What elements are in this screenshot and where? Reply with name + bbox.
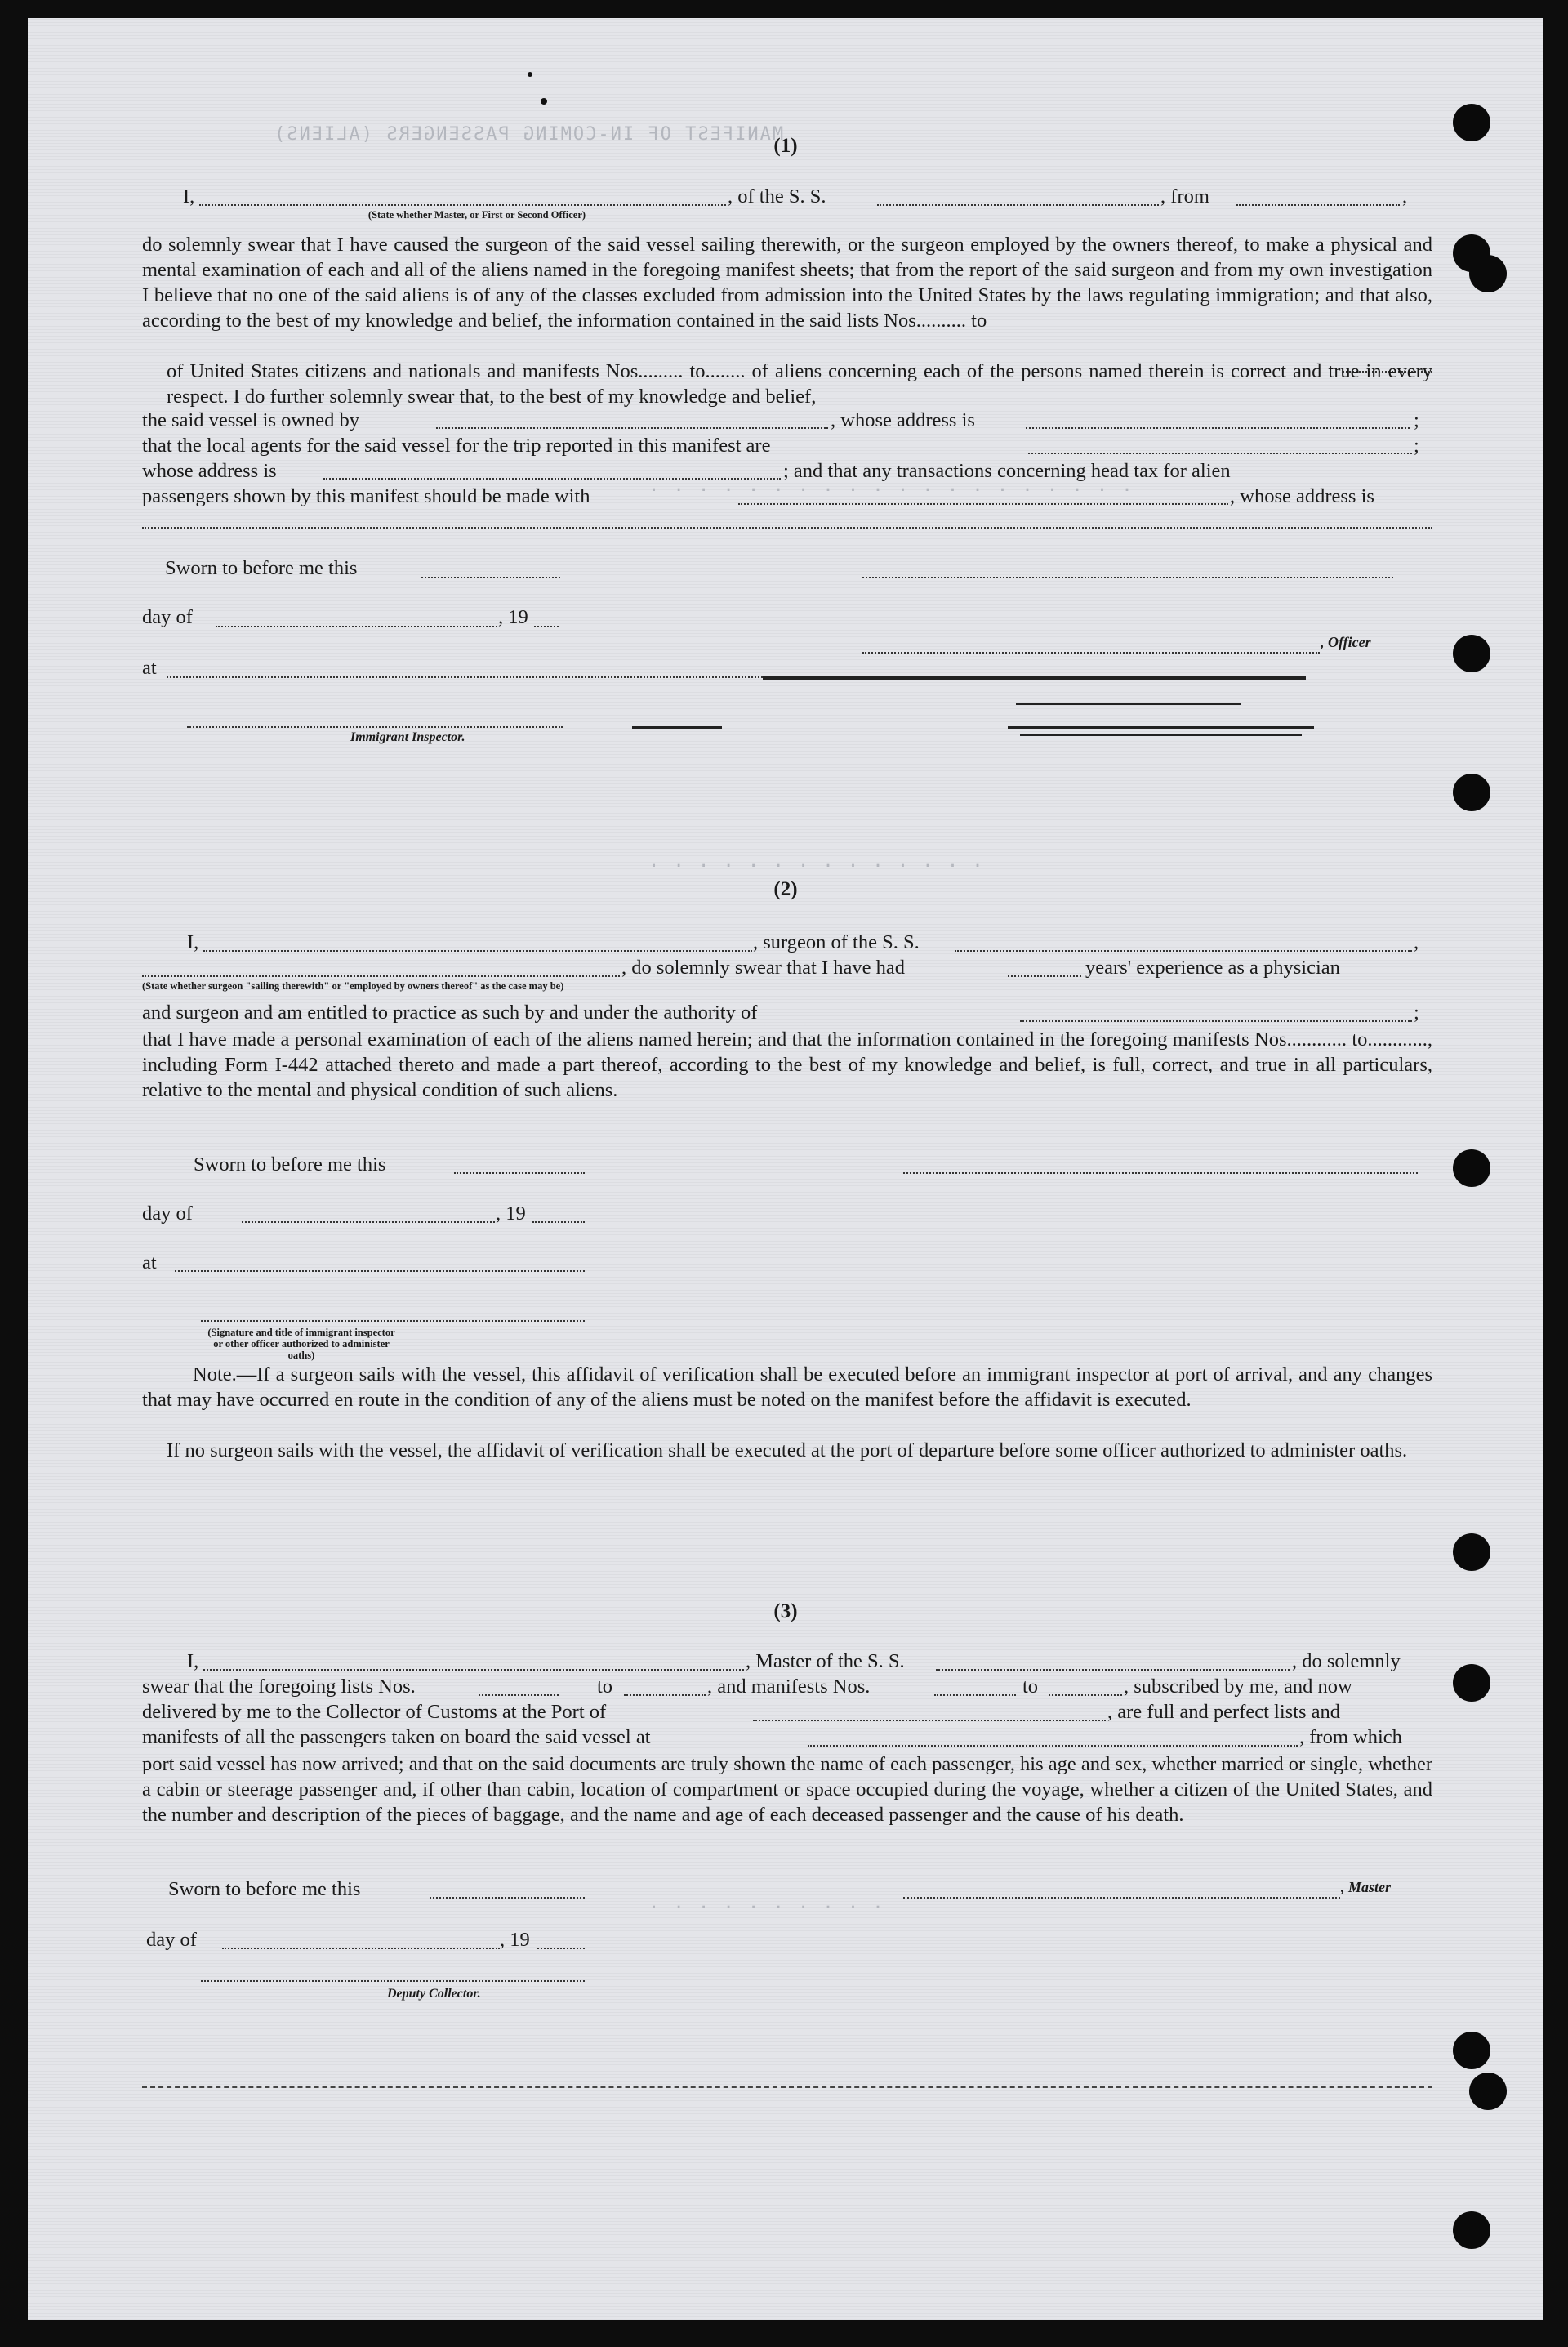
signature-line <box>862 652 1320 654</box>
s1-agents: that the local agents for the said vessel for the trip reported in this manifest are <box>142 435 771 457</box>
blank-field <box>624 1694 706 1696</box>
strike-line <box>1016 703 1241 705</box>
s2-paragraph: that I have made a personal examination of each of the aliens named herein; and that the information contained in the foregoing manifests Nos............ to............, including Form I-442 attached thereto and made a part thereof, according to the best of my knowledge and belief, is full, correct, and true in all particulars, relative to the mental and physical condition of such aliens. <box>142 1028 1432 1101</box>
binder-hole <box>1453 1664 1490 1702</box>
s1-passengers: passengers shown by this manifest should be made with <box>142 485 590 507</box>
s2-end: , <box>1414 931 1419 953</box>
blank-field <box>877 204 1159 206</box>
s3-master-of: , Master of the S. S. <box>746 1650 905 1672</box>
s2-at: at <box>142 1252 157 1274</box>
s2-i: I, <box>187 931 199 953</box>
section-2-heading: (2) <box>773 878 798 900</box>
s3-to-2: to <box>1022 1675 1039 1698</box>
blank-field <box>454 1172 585 1174</box>
s2-surgeon-of: , surgeon of the S. S. <box>753 931 920 953</box>
s3-sworn: Sworn to before me this <box>168 1878 361 1900</box>
blank-field <box>142 975 620 977</box>
bleed-through-text: . . . . . . . . . . . . . . . . . . . . <box>648 475 1134 496</box>
s2-semicolon: ; <box>1414 1002 1419 1024</box>
s1-semicolon-2: ; <box>1414 435 1419 457</box>
blank-field <box>537 1948 585 1949</box>
s3-lists-nos: swear that the foregoing lists Nos. <box>142 1675 416 1698</box>
s1-paragraph-b: of United States citizens and nationals and manifests Nos......... to........ of aliens concerning each of the persons named therein is correct and true in every respect. I do further solemnly swear that, to the best of my knowledge and belief, <box>167 360 1432 408</box>
binder-hole <box>1453 1533 1490 1571</box>
blank-field <box>1020 1020 1412 1022</box>
s1-at: at <box>142 657 157 679</box>
s1-end: , <box>1402 185 1408 207</box>
binder-hole <box>1453 635 1490 672</box>
s1-day-of: day of <box>142 606 193 628</box>
blank-field <box>323 478 781 480</box>
blank-field <box>421 577 560 578</box>
signature-line <box>187 726 563 728</box>
s1-whose-address: , whose address is <box>831 409 975 431</box>
document-page <box>28 18 1544 2320</box>
s3-manifests-of: manifests of all the passengers taken on board the said vessel at <box>142 1726 651 1748</box>
blank-field <box>430 1897 585 1899</box>
blank-field <box>1026 427 1410 429</box>
bleed-through-text: . . . . . . . . . . . . . . <box>648 851 985 872</box>
blank-field <box>216 626 497 627</box>
blank-field <box>167 676 763 678</box>
s2-swear: , do solemnly swear that I have had <box>621 957 905 979</box>
section-3-heading: (3) <box>773 1600 798 1622</box>
s2-note-1: Note.—If a surgeon sails with the vessel, this affidavit of verification shall be executed before an immigrant inspector at port of arrival, and any changes that may have occurred en route in the condition of any of the aliens must be noted on the manifest before the affidavit is executed. <box>142 1363 1432 1411</box>
s3-i: I, <box>187 1650 199 1672</box>
s3-solemnly: , do solemnly <box>1292 1650 1401 1672</box>
bleed-through-text: . . . . . . . . . . <box>648 1893 885 1913</box>
strike-line <box>1020 734 1302 736</box>
s3-to: to <box>597 1675 613 1698</box>
s1-whose-address-2: whose address is <box>142 460 277 482</box>
strike-line <box>1008 726 1314 729</box>
binder-hole <box>1453 2211 1490 2249</box>
s1-semicolon: ; <box>1414 409 1419 431</box>
signature-line <box>903 1897 1340 1899</box>
blank-field <box>1049 1694 1122 1696</box>
s1-i: I, <box>183 185 195 207</box>
blank-field <box>753 1720 1106 1721</box>
blank-field <box>222 1948 500 1949</box>
s2-sworn: Sworn to before me this <box>194 1153 386 1176</box>
binder-hole <box>1453 2032 1490 2069</box>
s2-signature-caption: (Signature and title of immigrant inspector or other officer authorized to administer oaths) <box>207 1327 395 1361</box>
blank-field <box>808 1745 1298 1747</box>
binder-hole <box>1453 774 1490 811</box>
s3-paragraph: port said vessel has now arrived; and that on the said documents are truly shown the name of each passenger, his age and sex, whether married or single, whether a cabin or steerage passenger and, if other than cabin, location of compartment or space occupied during the voyage, whether a citizen of the United States, and the number and description of the pieces of baggage, and the name and age of each deceased passenger and the cause of his death. <box>142 1753 1432 1826</box>
s1-from: , from <box>1160 185 1209 207</box>
blank-field <box>738 503 1228 505</box>
s3-subscribed: , subscribed by me, and now <box>1124 1675 1352 1698</box>
footer-rule <box>142 2086 1432 2088</box>
section-1-heading: (1) <box>773 135 798 157</box>
blank-field <box>1028 453 1412 454</box>
signature-line <box>201 1320 585 1322</box>
s3-day-of: day of <box>146 1929 197 1951</box>
s3-from-which: , from which <box>1299 1726 1402 1748</box>
s2-years: years' experience as a physician <box>1085 957 1340 979</box>
signature-line <box>903 1172 1418 1174</box>
blank-field <box>532 1221 585 1223</box>
blank-field <box>1008 975 1081 977</box>
blank-field <box>436 427 828 429</box>
blank-field <box>199 204 726 206</box>
binder-hole <box>1469 255 1507 292</box>
blank-field <box>955 950 1412 952</box>
s2-nineteen: , 19 <box>496 1203 526 1225</box>
s2-authority: and surgeon and am entitled to practice as such by and under the authority of <box>142 1002 758 1024</box>
blank-field <box>934 1694 1016 1696</box>
blank-field <box>242 1221 495 1223</box>
s2-caption: (State whether surgeon "sailing therewith" or "employed by owners thereof" as the case may be) <box>142 980 564 992</box>
s1-head-tax: ; and that any transactions concerning head tax for alien <box>783 460 1231 482</box>
signature-line <box>201 1980 585 1982</box>
s3-manifests-nos: , and manifests Nos. <box>707 1675 871 1698</box>
s1-of-ss: , of the S. S. <box>728 185 826 207</box>
blank-field <box>175 1270 585 1272</box>
binder-hole <box>1469 2073 1507 2110</box>
s1-paragraph-a: do solemnly swear that I have caused the surgeon of the said vessel sailing therewith, or the surgeon employed by the owners thereof, to make a physical and mental examination of each and all of the aliens named in the foregoing manifest sheets; that from the report of the said surgeon and from my own investigation I believe that no one of the said aliens is of any of the classes excluded from admission into the United States by the laws regulating immigration; and that also, according to the best of my knowledge and belief, the information contained in the said lists Nos.......... to <box>142 234 1432 332</box>
s1-sworn: Sworn to before me this <box>165 557 358 579</box>
blank-field <box>142 527 1432 529</box>
s3-master-label: , Master <box>1341 1879 1392 1895</box>
s1-caption: (State whether Master, or First or Second Officer) <box>368 209 586 221</box>
strike-line <box>763 676 1306 680</box>
s1-officer-label: , Officer <box>1321 634 1371 650</box>
speck <box>528 72 532 77</box>
s3-deputy-label: Deputy Collector. <box>387 1987 481 2001</box>
blank-field <box>203 950 752 952</box>
s1-inspector-label: Immigrant Inspector. <box>350 730 466 744</box>
s3-full-perfect: , are full and perfect lists and <box>1107 1701 1341 1723</box>
blank-field <box>203 1669 744 1671</box>
strike-line <box>632 726 722 729</box>
s1-owned-by: the said vessel is owned by <box>142 409 360 431</box>
s3-delivered: delivered by me to the Collector of Customs at the Port of <box>142 1701 607 1723</box>
s2-note-2: If no surgeon sails with the vessel, the affidavit of verification shall be executed at the port of departure before some officer authorized to administer oaths. <box>167 1439 1408 1461</box>
blank-field <box>862 577 1393 578</box>
bleed-through-text: MANIFEST OF IN-COMING PASSENGERS (ALIENS) <box>273 124 784 145</box>
s1-nineteen: , 19 <box>498 606 528 628</box>
blank-field <box>534 626 559 627</box>
blank-field <box>479 1694 559 1696</box>
s2-day-of: day of <box>142 1203 193 1225</box>
blank-field <box>1236 204 1400 206</box>
s1-whose-address-3: , whose address is <box>1230 485 1374 507</box>
binder-hole <box>1453 1149 1490 1187</box>
s3-nineteen: , 19 <box>500 1929 530 1951</box>
blank-field <box>936 1669 1290 1671</box>
speck <box>541 98 547 105</box>
